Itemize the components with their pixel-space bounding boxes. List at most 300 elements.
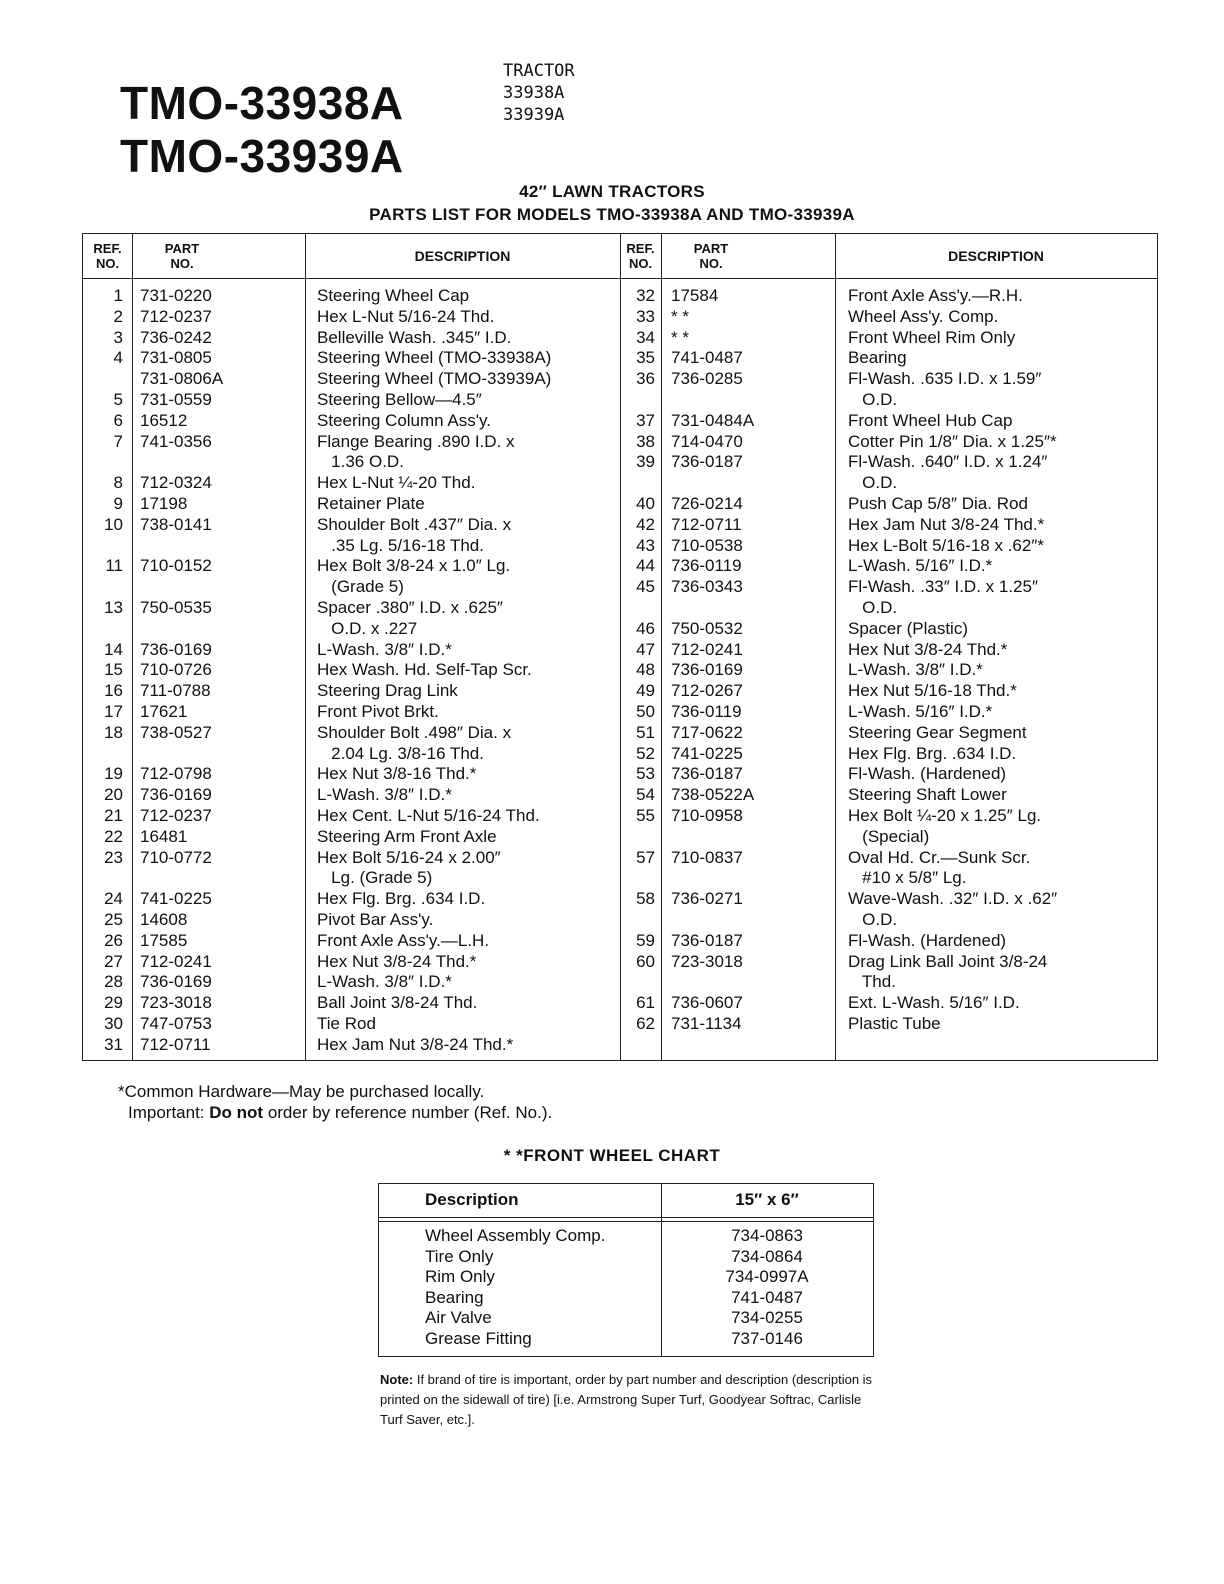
part-no: 712-0241 bbox=[140, 951, 212, 971]
ref-no: 26 bbox=[104, 930, 123, 950]
parts-row bbox=[620, 889, 1157, 910]
parts-row bbox=[620, 806, 1157, 827]
part-no: 14608 bbox=[140, 909, 188, 929]
ref-no: 60 bbox=[636, 951, 655, 971]
parts-row bbox=[620, 681, 1157, 702]
parts-row bbox=[620, 993, 1157, 1014]
part-description: Steering Wheel (TMO-33939A) bbox=[317, 369, 552, 389]
ref-no: 11 bbox=[105, 556, 123, 576]
part-no: 710-0958 bbox=[671, 805, 743, 825]
parts-row bbox=[620, 785, 1157, 806]
part-no: 712-0267 bbox=[671, 681, 743, 701]
part-description: Fl-Wash. (Hardened) bbox=[848, 764, 1007, 784]
parts-row bbox=[620, 473, 1157, 494]
part-no: 741-0225 bbox=[140, 889, 212, 909]
part-no: 731-0805 bbox=[140, 348, 212, 368]
parts-row bbox=[83, 1014, 620, 1035]
header-divider bbox=[83, 278, 1157, 279]
ref-no: 15 bbox=[104, 660, 123, 680]
header-description: DESCRIPTION bbox=[414, 247, 511, 264]
part-no: 723-3018 bbox=[671, 951, 743, 971]
ref-no: 34 bbox=[636, 327, 655, 347]
part-no: 711-0788 bbox=[140, 681, 211, 701]
wheel-row: Air Valve 734-0255 bbox=[425, 1308, 803, 1328]
parts-row bbox=[620, 660, 1157, 681]
parts-row bbox=[83, 827, 620, 848]
parts-row bbox=[83, 744, 620, 765]
ref-no: 55 bbox=[636, 805, 655, 825]
ref-no: 19 bbox=[104, 764, 123, 784]
parts-row bbox=[620, 910, 1157, 931]
ref-no: 44 bbox=[636, 556, 655, 576]
ref-no: 9 bbox=[113, 493, 123, 513]
parts-row bbox=[83, 931, 620, 952]
part-no: 710-0772 bbox=[140, 847, 212, 867]
part-no: 710-0726 bbox=[140, 660, 212, 680]
parts-row bbox=[620, 702, 1157, 723]
parts-row bbox=[83, 868, 620, 889]
part-no: 750-0532 bbox=[671, 618, 743, 638]
part-no: 731-0559 bbox=[140, 389, 212, 409]
header-part-no: PART NO. bbox=[693, 241, 729, 271]
part-description: Steering Column Ass'y. bbox=[317, 410, 491, 430]
parts-row bbox=[83, 286, 620, 307]
ref-no: 39 bbox=[636, 452, 655, 472]
parts-row bbox=[83, 432, 620, 453]
model-block-line: TRACTOR bbox=[503, 61, 575, 81]
parts-row bbox=[620, 952, 1157, 973]
ref-no: 42 bbox=[636, 514, 655, 534]
parts-row bbox=[83, 536, 620, 557]
parts-row bbox=[620, 764, 1157, 785]
left-parts-list bbox=[83, 286, 620, 1055]
ref-no: 61 bbox=[636, 993, 655, 1013]
part-no: 714-0470 bbox=[671, 431, 743, 451]
part-no: 736-0285 bbox=[671, 369, 743, 389]
wheel-chart-title: * *FRONT WHEEL CHART bbox=[503, 1146, 721, 1165]
part-description: Cotter Pin 1/8″ Dia. x 1.25″* bbox=[848, 431, 1057, 451]
part-description: L-Wash. 3/8″ I.D.* bbox=[317, 785, 452, 805]
part-no: 712-0237 bbox=[140, 805, 212, 825]
part-no: 736-0242 bbox=[140, 327, 212, 347]
ref-no: 38 bbox=[636, 431, 655, 451]
ref-no: 21 bbox=[104, 805, 123, 825]
part-description: Wheel Ass'y. Comp. bbox=[848, 306, 999, 326]
part-description: L-Wash. 5/16″ I.D.* bbox=[848, 556, 993, 576]
part-description: Hex Bolt ¼-20 x 1.25″ Lg. bbox=[848, 805, 1042, 825]
part-no: * * bbox=[671, 306, 689, 326]
ref-no: 3 bbox=[113, 327, 123, 347]
parts-row bbox=[620, 931, 1157, 952]
parts-row bbox=[620, 744, 1157, 765]
part-description: Hex Flg. Brg. .634 I.D. bbox=[317, 889, 486, 909]
common-hardware-line: *Common Hardware—May be purchased locally. bbox=[118, 1082, 485, 1101]
part-no: 736-0169 bbox=[671, 660, 743, 680]
part-no: 736-0187 bbox=[671, 930, 743, 950]
part-no: 16481 bbox=[140, 826, 188, 846]
part-no: 717-0622 bbox=[671, 722, 743, 742]
part-description: Hex Nut 3/8-24 Thd.* bbox=[848, 639, 1008, 659]
parts-row bbox=[83, 348, 620, 369]
ref-no: 25 bbox=[104, 909, 123, 929]
wheel-header-description: Description bbox=[425, 1190, 519, 1209]
ref-no: 47 bbox=[636, 639, 655, 659]
header-part-no: PART NO. bbox=[164, 241, 200, 271]
parts-row bbox=[83, 328, 620, 349]
parts-row bbox=[83, 972, 620, 993]
header-description: DESCRIPTION bbox=[948, 247, 1044, 264]
part-no: 17584 bbox=[671, 286, 719, 305]
ref-no: 51 bbox=[636, 722, 655, 742]
part-no: 736-0187 bbox=[671, 764, 743, 784]
ref-no: 1 bbox=[113, 286, 123, 305]
part-description: Steering Arm Front Axle bbox=[317, 826, 497, 846]
part-description: Spacer (Plastic) bbox=[848, 618, 968, 638]
part-description: L-Wash. 5/16″ I.D.* bbox=[848, 701, 993, 721]
part-no: 712-0237 bbox=[140, 306, 212, 326]
wheel-rows bbox=[379, 1226, 873, 1350]
part-description: Oval Hd. Cr.—Sunk Scr. bbox=[848, 847, 1031, 867]
wheel-row: Rim Only 734-0997A bbox=[425, 1267, 809, 1287]
ref-no: 32 bbox=[636, 286, 655, 305]
parts-row bbox=[620, 328, 1157, 349]
part-no: 741-0356 bbox=[140, 431, 212, 451]
ref-no: 23 bbox=[104, 847, 123, 867]
ref-no: 50 bbox=[636, 701, 655, 721]
part-description: Shoulder Bolt .437″ Dia. x bbox=[317, 514, 512, 534]
part-no: 738-0527 bbox=[140, 722, 212, 742]
part-no: 736-0119 bbox=[671, 556, 742, 576]
parts-row bbox=[620, 307, 1157, 328]
part-description: O.D. bbox=[848, 389, 898, 409]
parts-row bbox=[83, 952, 620, 973]
ref-no: 16 bbox=[104, 681, 123, 701]
part-description: O.D. x .227 bbox=[317, 618, 418, 638]
ref-no: 30 bbox=[104, 1013, 123, 1033]
part-description: Hex Bolt 3/8-24 x 1.0″ Lg. bbox=[317, 556, 511, 576]
part-no: 741-0225 bbox=[671, 743, 743, 763]
part-description: Thd. bbox=[848, 972, 896, 992]
parts-row bbox=[83, 681, 620, 702]
ref-no: 45 bbox=[636, 577, 655, 597]
part-no: 736-0187 bbox=[671, 452, 743, 472]
part-description: Front Axle Ass'y.—R.H. bbox=[848, 286, 1023, 305]
common-hardware-note bbox=[118, 1081, 552, 1123]
part-description: Front Wheel Rim Only bbox=[848, 327, 1016, 347]
parts-row bbox=[620, 432, 1157, 453]
part-no: 17198 bbox=[140, 493, 188, 513]
parts-row bbox=[620, 536, 1157, 557]
parts-row bbox=[83, 473, 620, 494]
part-no: 17621 bbox=[140, 701, 188, 721]
part-no: 17585 bbox=[140, 930, 188, 950]
part-description: Shoulder Bolt .498″ Dia. x bbox=[317, 722, 512, 742]
ref-no: 37 bbox=[636, 410, 655, 430]
part-no: 710-0152 bbox=[140, 556, 212, 576]
part-description: (Special) bbox=[848, 826, 930, 846]
ref-no: 20 bbox=[104, 785, 123, 805]
part-no: 16512 bbox=[140, 410, 188, 430]
part-description: Hex Nut 3/8-24 Thd.* bbox=[317, 951, 477, 971]
header-ref-no: REF. NO. bbox=[626, 241, 655, 271]
part-description: O.D. bbox=[848, 909, 898, 929]
part-no: 738-0141 bbox=[140, 514, 212, 534]
parts-row bbox=[83, 660, 620, 681]
parts-row bbox=[83, 556, 620, 577]
parts-row bbox=[83, 723, 620, 744]
parts-row bbox=[620, 577, 1157, 598]
part-no: 726-0214 bbox=[671, 493, 743, 513]
ref-no: 27 bbox=[104, 951, 123, 971]
part-description: Ext. L-Wash. 5/16″ I.D. bbox=[848, 993, 1020, 1013]
part-no: 712-0711 bbox=[140, 1034, 211, 1054]
wheel-row: Grease Fitting 737-0146 bbox=[425, 1328, 803, 1348]
parts-row bbox=[83, 411, 620, 432]
ref-no: 29 bbox=[104, 993, 123, 1013]
parts-row bbox=[83, 598, 620, 619]
parts-row bbox=[83, 785, 620, 806]
part-description: Hex Flg. Brg. .634 I.D. bbox=[848, 743, 1017, 763]
part-description: Plastic Tube bbox=[848, 1013, 941, 1033]
part-description: L-Wash. 3/8″ I.D.* bbox=[317, 639, 452, 659]
parts-row bbox=[620, 972, 1157, 993]
ref-no: 8 bbox=[113, 473, 123, 493]
parts-row bbox=[620, 411, 1157, 432]
ref-no: 10 bbox=[104, 514, 123, 534]
parts-row bbox=[83, 910, 620, 931]
part-description: Steering Bellow—4.5″ bbox=[317, 389, 482, 409]
parts-row bbox=[620, 868, 1157, 889]
part-no: 736-0169 bbox=[140, 639, 212, 659]
parts-row bbox=[83, 640, 620, 661]
parts-row bbox=[620, 848, 1157, 869]
ref-no: 54 bbox=[636, 785, 655, 805]
part-no: 747-0753 bbox=[140, 1013, 212, 1033]
ref-no: 6 bbox=[113, 410, 123, 430]
part-description: Hex Nut 3/8-16 Thd.* bbox=[317, 764, 477, 784]
part-description: Hex Jam Nut 3/8-24 Thd.* bbox=[317, 1034, 514, 1054]
page-heading: 42″ LAWN TRACTORS bbox=[519, 182, 705, 201]
ref-no: 14 bbox=[104, 639, 123, 659]
part-no: 731-0484A bbox=[671, 410, 755, 430]
ref-no: 59 bbox=[636, 930, 655, 950]
part-description: (Grade 5) bbox=[317, 577, 404, 597]
part-description: Wave-Wash. .32″ I.D. x .62″ bbox=[848, 889, 1058, 909]
part-description: Fl-Wash. .33″ I.D. x 1.25″ bbox=[848, 577, 1038, 597]
part-description: Steering Wheel Cap bbox=[317, 286, 470, 305]
part-description: Steering Drag Link bbox=[317, 681, 458, 701]
model-title-1: TMO-33938A bbox=[120, 77, 404, 129]
ref-no: 36 bbox=[636, 369, 655, 389]
parts-row bbox=[83, 1035, 620, 1056]
ref-no: 43 bbox=[636, 535, 655, 555]
part-no: 712-0711 bbox=[671, 514, 742, 534]
ref-no: 24 bbox=[104, 889, 123, 909]
part-description: Hex Bolt 5/16-24 x 2.00″ bbox=[317, 847, 501, 867]
part-description: L-Wash. 3/8″ I.D.* bbox=[848, 660, 983, 680]
part-no: 741-0487 bbox=[671, 348, 743, 368]
part-no: 736-0169 bbox=[140, 972, 212, 992]
parts-row bbox=[83, 806, 620, 827]
part-no: 736-0607 bbox=[671, 993, 743, 1013]
front-wheel-chart bbox=[378, 1183, 874, 1357]
ref-no: 5 bbox=[113, 389, 123, 409]
ref-no: 22 bbox=[104, 826, 123, 846]
model-block-line: 33938A bbox=[503, 83, 565, 103]
parts-row bbox=[620, 619, 1157, 640]
part-description: Lg. (Grade 5) bbox=[317, 868, 433, 888]
part-description: Bearing bbox=[848, 348, 907, 368]
parts-row bbox=[83, 619, 620, 640]
ref-no: 62 bbox=[636, 1013, 655, 1033]
ref-no: 52 bbox=[636, 743, 655, 763]
ref-no: 18 bbox=[104, 722, 123, 742]
model-block bbox=[503, 60, 575, 126]
part-no: 738-0522A bbox=[671, 785, 755, 805]
part-no: 723-3018 bbox=[140, 993, 212, 1013]
ref-no: 58 bbox=[636, 889, 655, 909]
part-description: Flange Bearing .890 I.D. x bbox=[317, 431, 515, 451]
part-no: 712-0798 bbox=[140, 764, 212, 784]
parts-row bbox=[83, 848, 620, 869]
header-divider bbox=[379, 1217, 873, 1218]
part-description: Retainer Plate bbox=[317, 493, 425, 513]
header-divider bbox=[379, 1221, 873, 1222]
part-no: 710-0538 bbox=[671, 535, 743, 555]
parts-row bbox=[83, 764, 620, 785]
part-no: 750-0535 bbox=[140, 597, 212, 617]
part-no: 736-0119 bbox=[671, 701, 742, 721]
right-parts-list bbox=[620, 286, 1157, 1035]
part-no: 736-0169 bbox=[140, 785, 212, 805]
wheel-header-size: 15″ x 6″ bbox=[735, 1190, 799, 1209]
ref-no: 57 bbox=[636, 847, 655, 867]
part-no: 736-0271 bbox=[671, 889, 743, 909]
model-title-2: TMO-33939A bbox=[120, 130, 404, 182]
parts-row bbox=[83, 452, 620, 473]
parts-row bbox=[83, 702, 620, 723]
part-description: Front Axle Ass'y.—L.H. bbox=[317, 930, 490, 950]
parts-row bbox=[620, 390, 1157, 411]
part-no: 731-0806A bbox=[140, 369, 224, 389]
part-description: 2.04 Lg. 3/8-16 Thd. bbox=[317, 743, 484, 763]
ref-no: 53 bbox=[636, 764, 655, 784]
part-description: 1.36 O.D. bbox=[317, 452, 404, 472]
part-description: Hex Wash. Hd. Self-Tap Scr. bbox=[317, 660, 532, 680]
part-no: 712-0324 bbox=[140, 473, 212, 493]
part-description: Spacer .380″ I.D. x .625″ bbox=[317, 597, 503, 617]
parts-row bbox=[620, 369, 1157, 390]
ref-no: 2 bbox=[113, 306, 123, 326]
parts-row bbox=[83, 889, 620, 910]
parts-row bbox=[83, 515, 620, 536]
parts-row bbox=[620, 286, 1157, 307]
ref-no: 46 bbox=[636, 618, 655, 638]
important-line: Important: Do not order by reference number (Ref. No.). bbox=[128, 1103, 553, 1122]
parts-row bbox=[83, 494, 620, 515]
wheel-row: Wheel Assembly Comp. 734-0863 bbox=[425, 1226, 803, 1245]
part-description: Fl-Wash. .635 I.D. x 1.59″ bbox=[848, 369, 1042, 389]
ref-no: 4 bbox=[113, 348, 123, 368]
ref-no: 33 bbox=[636, 306, 655, 326]
part-description: L-Wash. 3/8″ I.D.* bbox=[317, 972, 452, 992]
parts-row bbox=[620, 723, 1157, 744]
part-description: Pivot Bar Ass'y. bbox=[317, 909, 434, 929]
parts-row bbox=[620, 640, 1157, 661]
parts-row bbox=[620, 827, 1157, 848]
part-description: Hex Cent. L-Nut 5/16-24 Thd. bbox=[317, 805, 540, 825]
part-description: Ball Joint 3/8-24 Thd. bbox=[317, 993, 478, 1013]
part-no: * * bbox=[671, 327, 689, 347]
part-description: Belleville Wash. .345″ I.D. bbox=[317, 327, 512, 347]
parts-row bbox=[620, 1014, 1157, 1035]
parts-row bbox=[83, 577, 620, 598]
part-no: 736-0343 bbox=[671, 577, 743, 597]
parts-row bbox=[620, 452, 1157, 473]
part-description: Hex Jam Nut 3/8-24 Thd.* bbox=[848, 514, 1045, 534]
parts-row bbox=[83, 307, 620, 328]
parts-row bbox=[83, 369, 620, 390]
part-no: 712-0241 bbox=[671, 639, 743, 659]
part-description: O.D. bbox=[848, 597, 898, 617]
ref-no: 7 bbox=[113, 431, 123, 451]
part-description: Hex L-Bolt 5/16-18 x .62″* bbox=[848, 535, 1044, 555]
part-description: Push Cap 5/8″ Dia. Rod bbox=[848, 493, 1028, 513]
part-description: O.D. bbox=[848, 473, 898, 493]
part-description: Front Wheel Hub Cap bbox=[848, 410, 1013, 430]
ref-no: 31 bbox=[104, 1034, 123, 1054]
ref-no: 28 bbox=[104, 972, 123, 992]
ref-no: 13 bbox=[104, 597, 123, 617]
parts-row bbox=[620, 598, 1157, 619]
ref-no: 17 bbox=[104, 701, 123, 721]
tire-brand-note: Note: If brand of tire is important, order by part number and description (description is printed on the sidewall of tire) [i.e. Armstrong Super Turf, Goodyear Softrac, Carlisle Turf Saver, etc.]. bbox=[380, 1372, 873, 1427]
model-block-line: 33939A bbox=[503, 105, 565, 125]
part-description: Steering Shaft Lower bbox=[848, 785, 1007, 805]
header-ref-no: REF. NO. bbox=[93, 241, 122, 271]
part-no: 731-1134 bbox=[671, 1013, 742, 1033]
part-no: 731-0220 bbox=[140, 286, 212, 305]
parts-row bbox=[83, 390, 620, 411]
parts-row bbox=[83, 993, 620, 1014]
part-description: Steering Wheel (TMO-33938A) bbox=[317, 348, 552, 368]
parts-row bbox=[620, 348, 1157, 369]
ref-no: 48 bbox=[636, 660, 655, 680]
wheel-row: Bearing 741-0487 bbox=[425, 1287, 803, 1307]
part-no: 710-0837 bbox=[671, 847, 743, 867]
page-subheading: PARTS LIST FOR MODELS TMO-33938A AND TMO-33939A bbox=[369, 205, 855, 224]
part-description: .35 Lg. 5/16-18 Thd. bbox=[317, 535, 484, 555]
part-description: Fl-Wash. (Hardened) bbox=[848, 930, 1007, 950]
part-description: Drag Link Ball Joint 3/8-24 bbox=[848, 951, 1048, 971]
ref-no: 35 bbox=[636, 348, 655, 368]
parts-row bbox=[620, 494, 1157, 515]
part-description: #10 x 5/8″ Lg. bbox=[848, 868, 967, 888]
wheel-row: Tire Only 734-0864 bbox=[425, 1246, 803, 1266]
part-description: Tie Rod bbox=[317, 1013, 376, 1033]
parts-row bbox=[620, 515, 1157, 536]
part-description: Fl-Wash. .640″ I.D. x 1.24″ bbox=[848, 452, 1048, 472]
parts-table bbox=[82, 233, 1158, 1061]
part-description: Front Pivot Brkt. bbox=[317, 701, 439, 721]
ref-no: 40 bbox=[636, 493, 655, 513]
ref-no: 49 bbox=[636, 681, 655, 701]
part-description: Hex L-Nut 5/16-24 Thd. bbox=[317, 306, 495, 326]
parts-row bbox=[620, 556, 1157, 577]
part-description: Hex L-Nut ¼-20 Thd. bbox=[317, 473, 476, 493]
part-description: Steering Gear Segment bbox=[848, 722, 1027, 742]
part-description: Hex Nut 5/16-18 Thd.* bbox=[848, 681, 1017, 701]
